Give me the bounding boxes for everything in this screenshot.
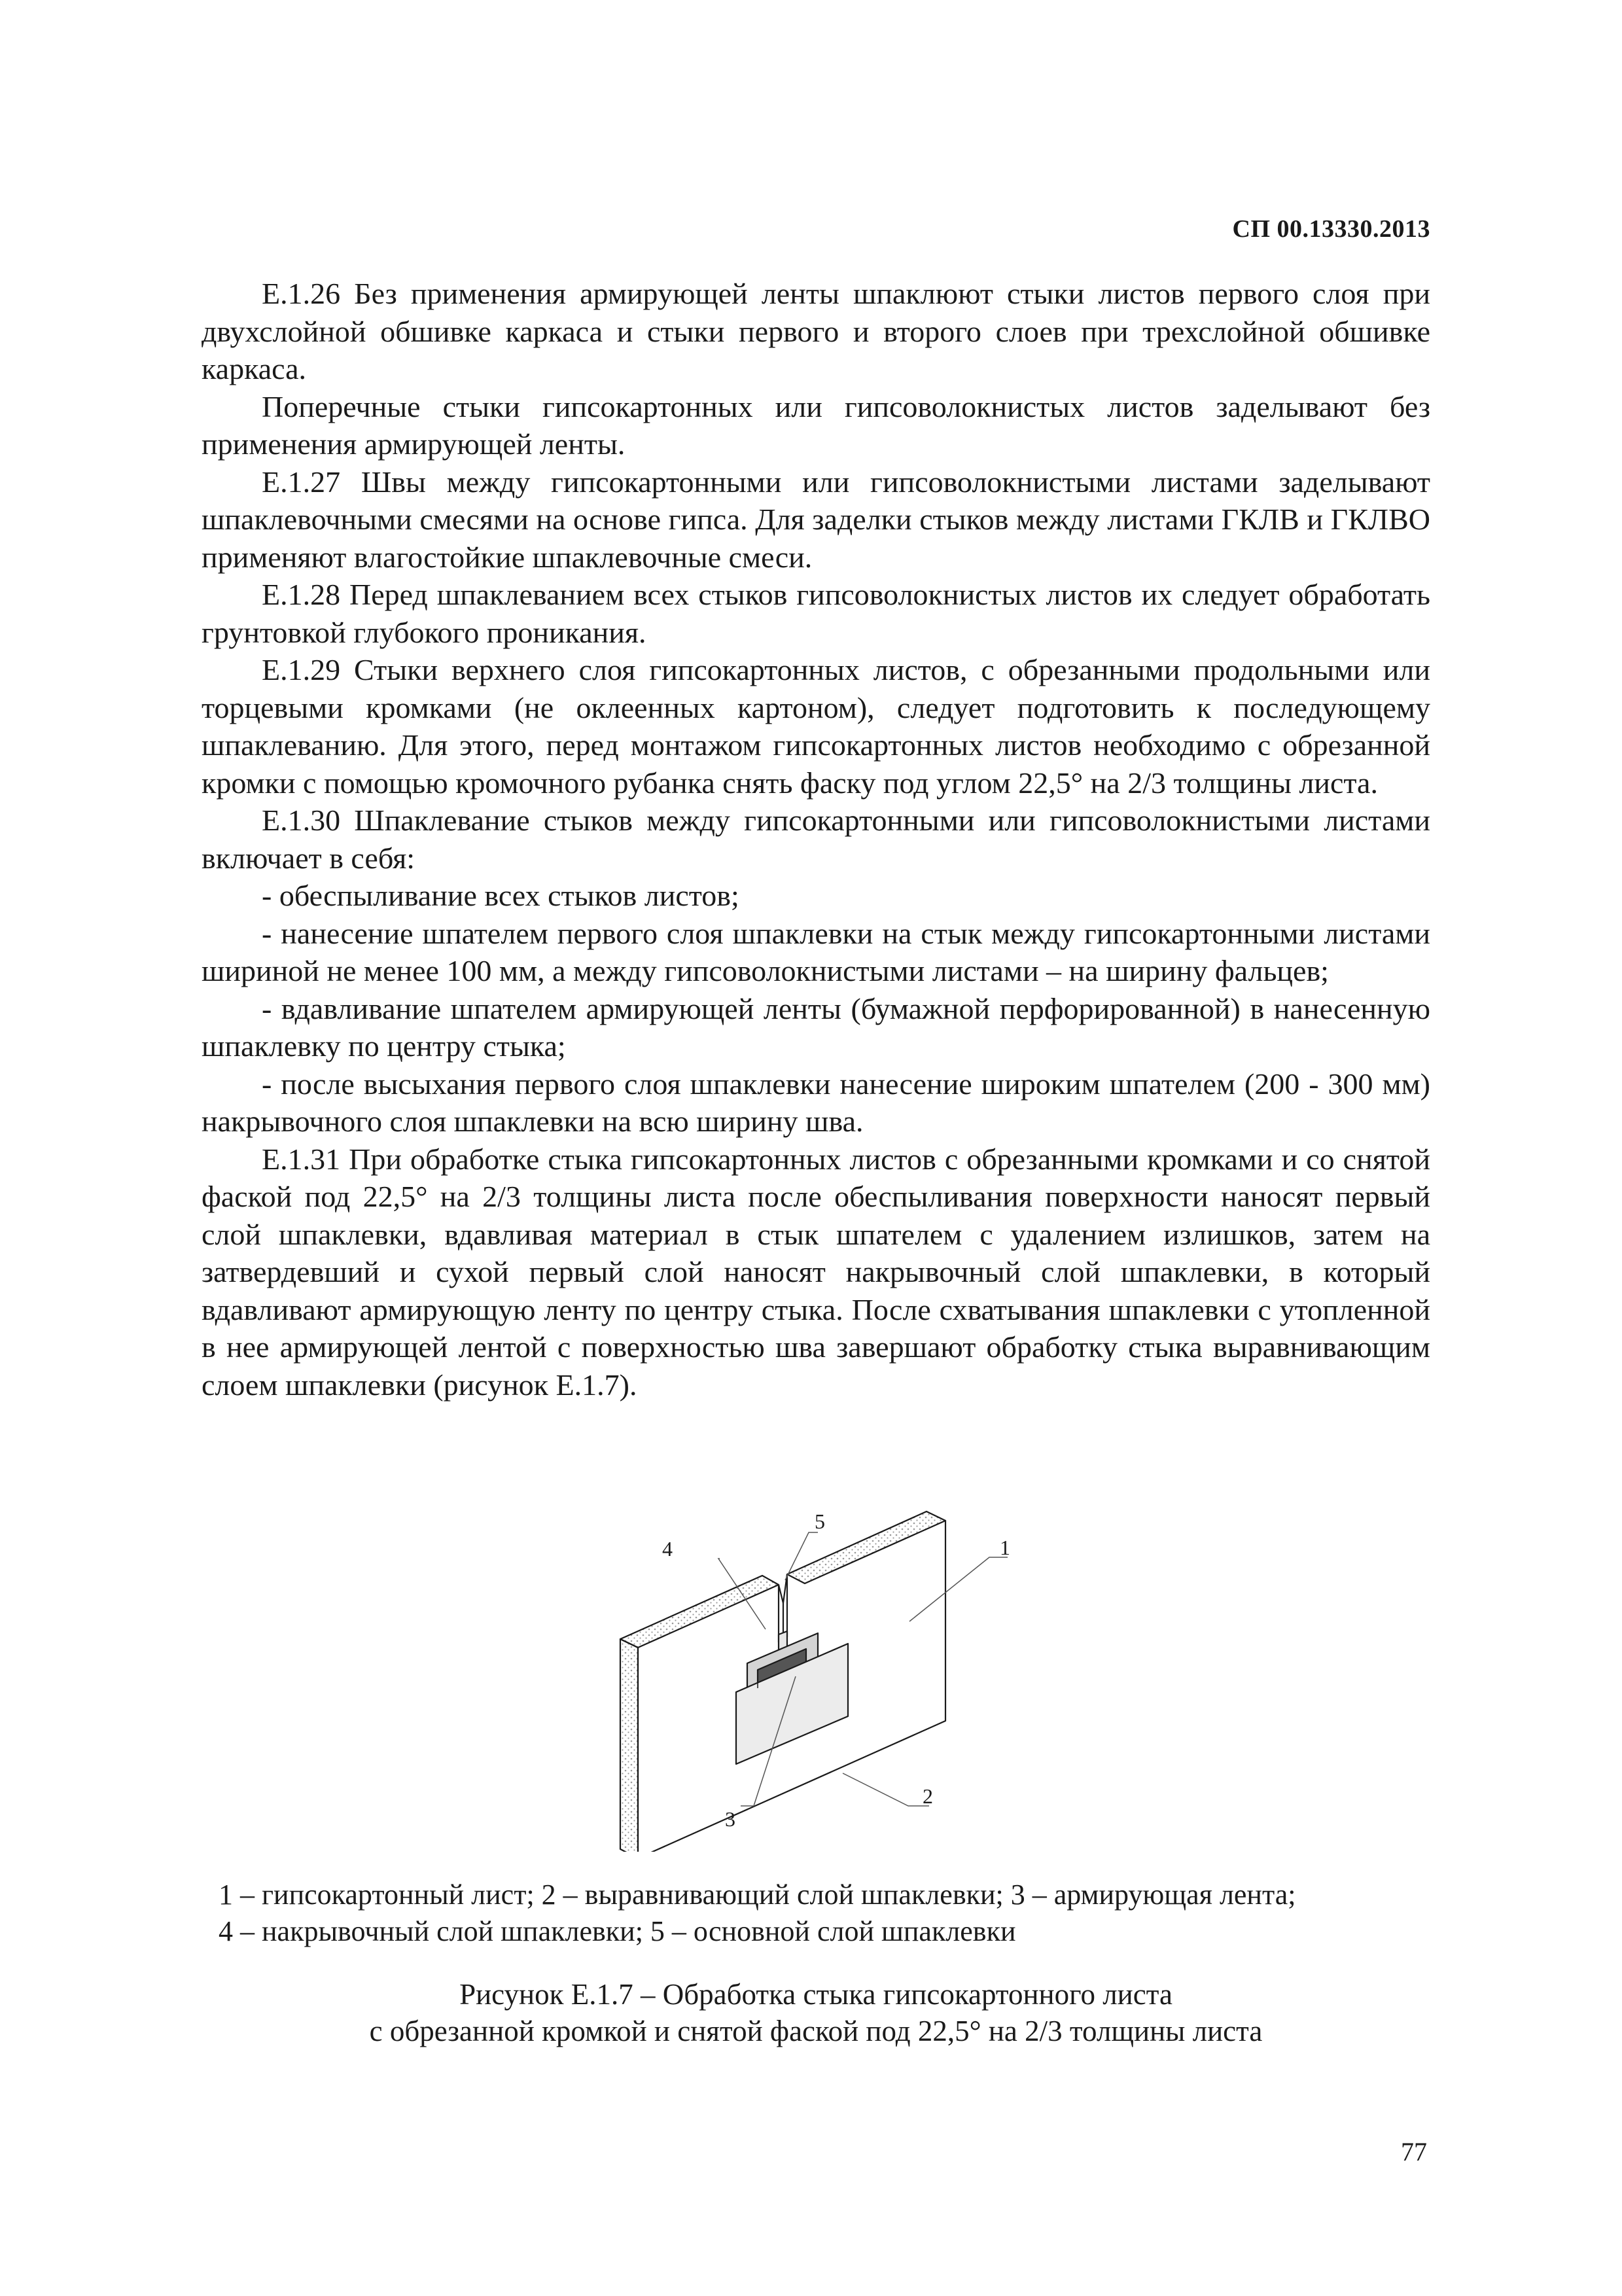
figure-label-1: 1 (1000, 1536, 1010, 1559)
figure-label-4: 4 (662, 1537, 673, 1561)
paragraph-e1-29: Е.1.29 Стыки верхнего слоя гипсокартонных листов, с обрезанными продольными или торцевыми кромками (не оклеенных картоном), следует подготовить к последующему шпаклеванию. Для этого, перед монтажом гипсокартонных листов необходимо с обрезанной кромки с помощью кромочного рубанка снять фаску под углом 22,5° на 2/3 толщины листа. (202, 653, 1430, 800)
figure-label-2: 2 (923, 1784, 933, 1808)
document-code: СП 00.13330.2013 (1232, 215, 1430, 243)
legend-line-1: 1 – гипсокартонный лист; 2 – выравнивающий слой шпаклевки; 3 – армирующая лента; (219, 1879, 1296, 1911)
figure-label-3: 3 (725, 1807, 735, 1831)
list-item-dedusting: - обеспыливание всех стыков листов; (262, 879, 739, 912)
leader-line-2 (843, 1773, 929, 1806)
list-item-first-layer: - нанесение шпателем первого слоя шпаклевки на стык между гипсокартонными листами шириной не менее 100 мм, а между гипсоволокнистыми листами – на ширину фальцев; (202, 916, 1430, 987)
paragraph-e1-30: Е.1.30 Шпаклевание стыков между гипсокартонными или гипсоволокнистыми листами включает в себя: (202, 804, 1430, 875)
figure-joint-diagram (589, 1498, 1034, 1852)
right-sheet-top-edge (787, 1511, 945, 1583)
list-item-tape: - вдавливание шпателем армирующей ленты (бумажной перфорированной) в нанесенную шпаклевку по центру стыка; (202, 991, 1430, 1063)
figure-legend (202, 1877, 1430, 1950)
caption-line-2: с обрезанной кромкой и снятой фаской под 22,5° на 2/3 толщины листа (369, 2015, 1263, 2047)
list-item-finish-layer: - после высыхания первого слоя шпаклевки нанесение широким шпателем (200 - 300 мм) накрывочного слоя шпаклевки на всю ширину шва. (202, 1067, 1430, 1138)
legend-line-2: 4 – накрывочный слой шпаклевки; 5 – основной слой шпаклевки (219, 1915, 1016, 1947)
joint-diagram-svg (589, 1498, 1034, 1852)
page-number: 77 (1401, 2137, 1427, 2166)
paragraph-e1-26: Е.1.26 Без применения армирующей ленты шпаклюют стыки листов первого слоя при двухслойной обшивке каркаса и стыки первого и второго слоев при трехслойной обшивке каркаса. (202, 277, 1430, 385)
left-sheet-front-edge (620, 1639, 638, 1852)
figure-label-5: 5 (815, 1510, 825, 1533)
left-sheet-top-edge (620, 1576, 779, 1648)
caption-line-1: Рисунок Е.1.7 – Обработка стыка гипсокартонного листа (459, 1978, 1172, 2011)
paragraph-e1-28: Е.1.28 Перед шпаклеванием всех стыков гипсоволокнистых листов их следует обработать грунтовкой глубокого проникания. (202, 578, 1430, 649)
leader-line-1 (909, 1557, 1008, 1621)
figure-caption (202, 1976, 1430, 2049)
paragraph-e1-27: Е.1.27 Швы между гипсокартонными или гипсоволокнистыми листами заделывают шпаклевочными смесями на основе гипса. Для заделки стыков между листами ГКЛВ и ГКЛВО применяют влагостойкие шпаклевочные смеси. (202, 465, 1430, 574)
body-text (202, 275, 1430, 1404)
paragraph-transverse-joints: Поперечные стыки гипсокартонных или гипсоволокнистых листов заделывают без применения армирующей ленты. (202, 389, 1430, 461)
paragraph-e1-31: Е.1.31 При обработке стыка гипсокартонных листов с обрезанными кромками и со снятой фаской под 22,5° на 2/3 толщины листа после обеспыливания поверхности наносят первый слой шпаклевки, вдавливая материал в стык шпателем с удалением излишков, затем на затвердевший и сухой первый слой наносят накрывочный слой шпаклевки, в который вдавливают армирующую ленту по центру стыка. После схватывания шпаклевки с утопленной в нее армирующей лентой с поверхностью шва завершают обработку стыка выравнивающим слоем шпаклевки (рисунок Е.1.7). (202, 1142, 1430, 1402)
